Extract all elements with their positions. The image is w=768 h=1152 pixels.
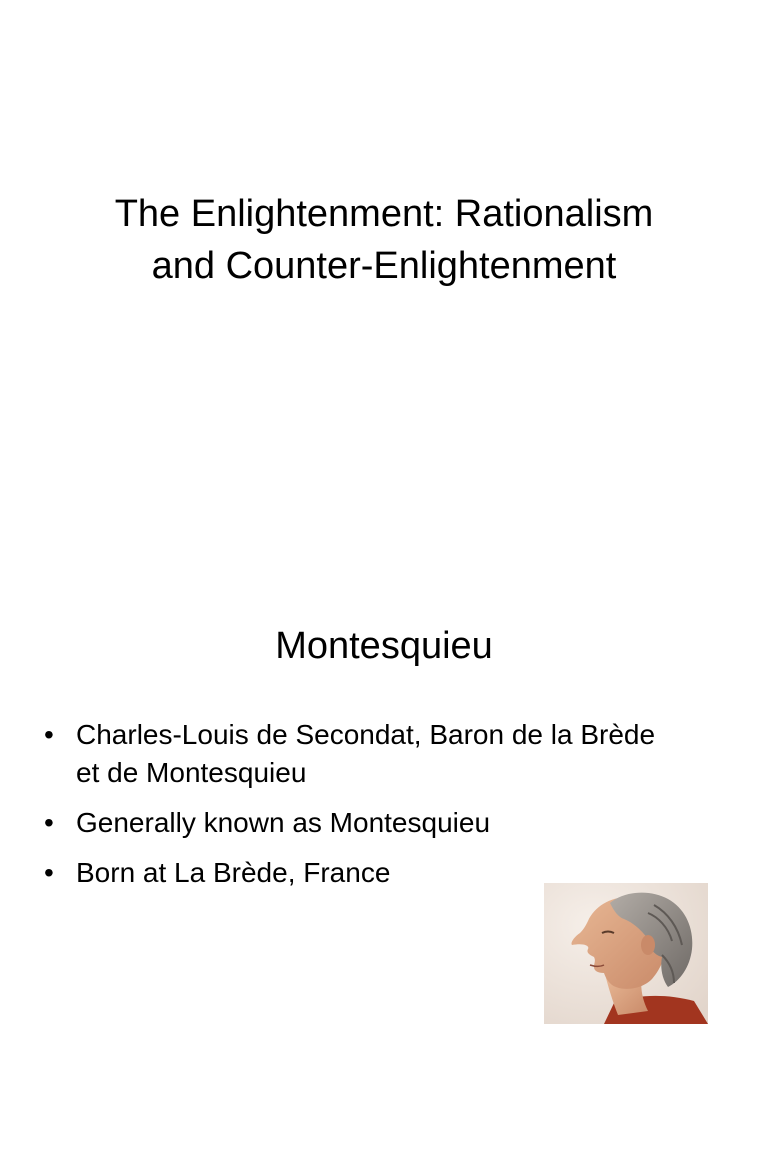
bullet-text-line: Charles-Louis de Secondat, Baron de la Brède bbox=[76, 719, 656, 750]
bullet-marker: • bbox=[44, 857, 54, 888]
bullet-text-line: et de Montesquieu bbox=[76, 757, 307, 788]
portrait-image bbox=[544, 883, 708, 1024]
title-line-1: The Enlightenment: Rationalism bbox=[114, 193, 654, 235]
bullet-marker: • bbox=[44, 807, 54, 838]
bullet-marker: • bbox=[44, 719, 54, 750]
bullet-text-line: Generally known as Montesquieu bbox=[76, 807, 491, 838]
slide-heading: Montesquieu bbox=[275, 625, 493, 667]
bullet-item bbox=[44, 716, 724, 792]
montesquieu-portrait bbox=[544, 883, 708, 1024]
title-line-2: and Counter-Enlightenment bbox=[151, 245, 617, 287]
bullet-text-line: Born at La Brède, France bbox=[76, 857, 391, 888]
slide-montesquieu bbox=[0, 576, 768, 1152]
bullet-list bbox=[44, 716, 724, 904]
bullet-item bbox=[44, 804, 724, 842]
slide-title-heading bbox=[40, 188, 728, 292]
